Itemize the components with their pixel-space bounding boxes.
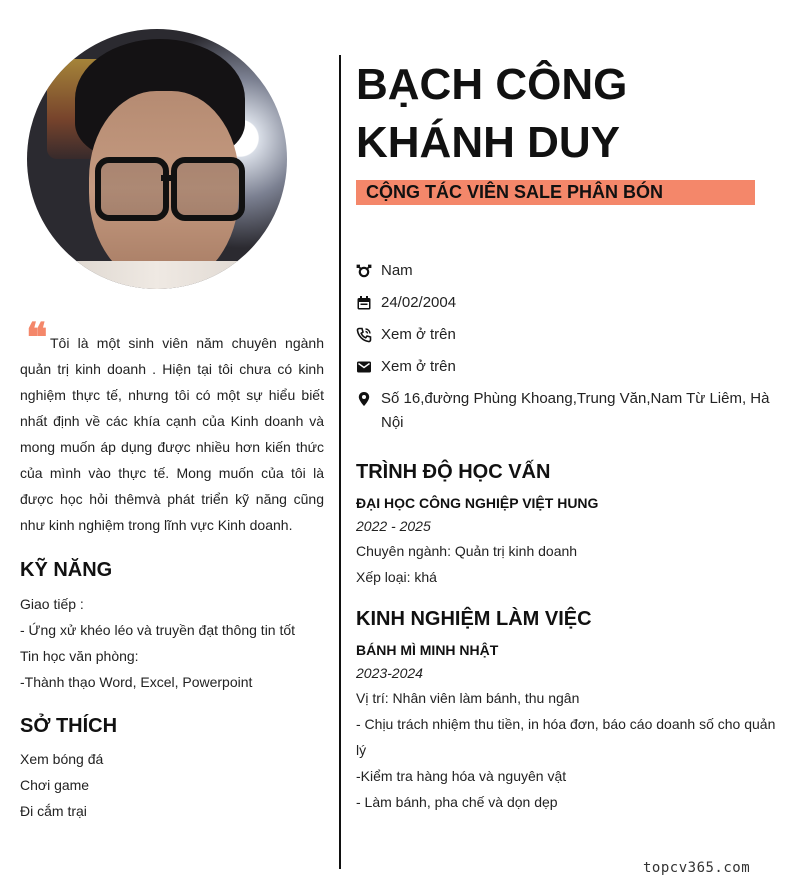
contact-info [356,259,776,443]
skill-line: Tin học văn phòng: [20,648,139,664]
hobbies-list [20,746,324,824]
education-entry [356,492,776,590]
experience-line: - Chịu trách nhiệm thu tiền, in hóa đơn, báo cáo doanh số cho quản lý [356,716,776,758]
candidate-name [356,56,776,172]
education-period: 2022 - 2025 [356,518,431,534]
quote-icon: ❝ [26,314,48,361]
contact-birthday: 24/02/2004 [356,291,776,315]
contact-address: Số 16,đường Phùng Khoang,Trung Văn,Nam Từ Liêm, Hà Nội [356,387,776,435]
phone-icon [356,327,372,343]
avatar [27,29,287,289]
skills-list [20,591,324,695]
skill-line: Giao tiếp : [20,596,84,612]
skills-title: KỸ NĂNG [20,559,113,581]
education-major: Chuyên ngành: Quản trị kinh doanh [356,543,578,559]
company-name: BÁNH MÌ MINH NHẬT [356,642,499,658]
contact-email: Xem ở trên [356,355,776,379]
brand-watermark: topcv365.com [643,860,751,876]
education-title: TRÌNH ĐỘ HỌC VẤN [356,461,551,483]
name-line: KHÁNH DUY [356,118,620,167]
gender-icon [356,263,372,279]
experience-line: -Kiểm tra hàng hóa và nguyên vật [356,768,567,784]
hobby-item: Xem bóng đá [20,751,104,767]
experience-period: 2023-2024 [356,665,423,681]
hobby-item: Đi cắm trại [20,803,87,819]
experience-line: - Làm bánh, pha chế và dọn dẹp [356,794,558,810]
hobby-item: Chơi game [20,777,90,793]
school-name: ĐẠI HỌC CÔNG NGHIỆP VIỆT HUNG [356,495,599,511]
contact-gender: Nam [356,259,776,283]
contact-phone: Xem ở trên [356,323,776,347]
experience-title: KINH NGHIỆM LÀM VIỆC [356,608,592,630]
about-text: Tôi là một sinh viên năm chuyên ngành quản trị kinh doanh . Hiện tại tôi chưa có kinh nghiệm thực tế, nhưng tôi có một sự hiểu biết nhất định về các khía cạnh của Kinh doanh và mong muốn áp dụng được nhiều hơn kiến thức của mình vào thực tế. Mong muốn của tôi là được học hỏi thêmvà phát triển kỹ năng cũng như kinh nghiệm trong lĩnh vực Kinh doanh. [20,335,324,533]
experience-line: Vị trí: Nhân viên làm bánh, thu ngân [356,690,580,706]
email-icon [356,359,372,375]
column-divider [339,55,341,869]
skill-line: -Thành thạo Word, Excel, Powerpoint [20,674,253,690]
skill-line: - Ứng xử khéo léo và truyền đạt thông tin tốt [20,622,296,638]
location-icon [356,391,372,407]
hobbies-title: SỞ THÍCH [20,715,118,737]
name-line: BẠCH CÔNG [356,60,628,109]
experience-entry [356,639,776,815]
calendar-icon [356,295,372,311]
education-rank: Xếp loại: khá [356,569,437,585]
job-title: CỘNG TÁC VIÊN SALE PHÂN BÓN [366,182,664,202]
